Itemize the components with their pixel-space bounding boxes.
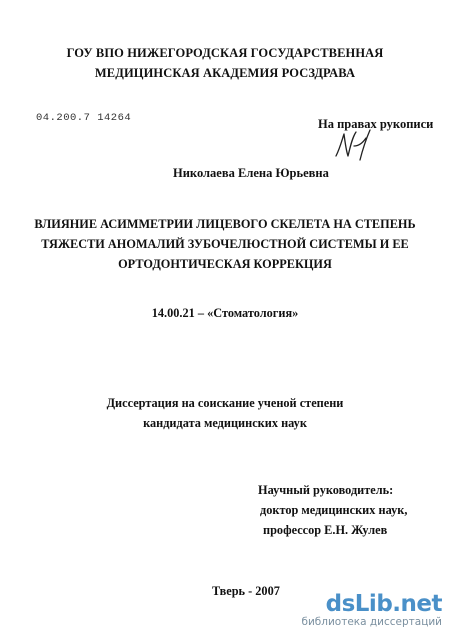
- manuscript-note: На правах рукописи: [318, 117, 434, 131]
- watermark-logo: dsLib.net: [325, 591, 442, 617]
- dslib-watermark: [301, 592, 442, 628]
- institution-line-1: ГОУ ВПО НИЖЕГОРОДСКАЯ ГОСУДАРСТВЕННАЯ: [66, 46, 384, 60]
- degree-line-1: Диссертация на соискание ученой степени: [106, 396, 344, 410]
- title-line-2: ТЯЖЕСТИ АНОМАЛИЙ ЗУБОЧЕЛЮСТНОЙ СИСТЕМЫ И ЕЕ: [41, 237, 409, 251]
- supervisor-block: [258, 480, 407, 540]
- handwritten-signature: [330, 126, 378, 166]
- author-name: Николаева Елена Юрьевна: [173, 166, 329, 180]
- supervisor-label: Научный руководитель:: [258, 483, 394, 497]
- city-year: Тверь - 2007: [212, 584, 280, 598]
- title-line-3: ОРТОДОНТИЧЕСКАЯ КОРРЕКЦИЯ: [118, 257, 332, 271]
- supervisor-degree: доктор медицинских наук,: [260, 503, 408, 517]
- watermark-subtitle: библиотека диссертаций: [301, 616, 442, 628]
- degree-statement: [0, 393, 450, 433]
- supervisor-name: профессор Е.Н. Жулев: [263, 523, 388, 537]
- dissertation-title: [0, 214, 450, 274]
- institution-header: [0, 43, 450, 83]
- institution-line-2: МЕДИЦИНСКАЯ АКАДЕМИЯ РОСЗДРАВА: [94, 66, 356, 80]
- archive-stamp-number: 04.200.7 14264: [36, 112, 132, 124]
- title-line-1: ВЛИЯНИЕ АСИММЕТРИИ ЛИЦЕВОГО СКЕЛЕТА НА СТЕПЕНЬ: [34, 217, 416, 231]
- degree-line-2: кандидата медицинских наук: [143, 416, 307, 430]
- specialty-code: 14.00.21 – «Стоматология»: [151, 306, 299, 320]
